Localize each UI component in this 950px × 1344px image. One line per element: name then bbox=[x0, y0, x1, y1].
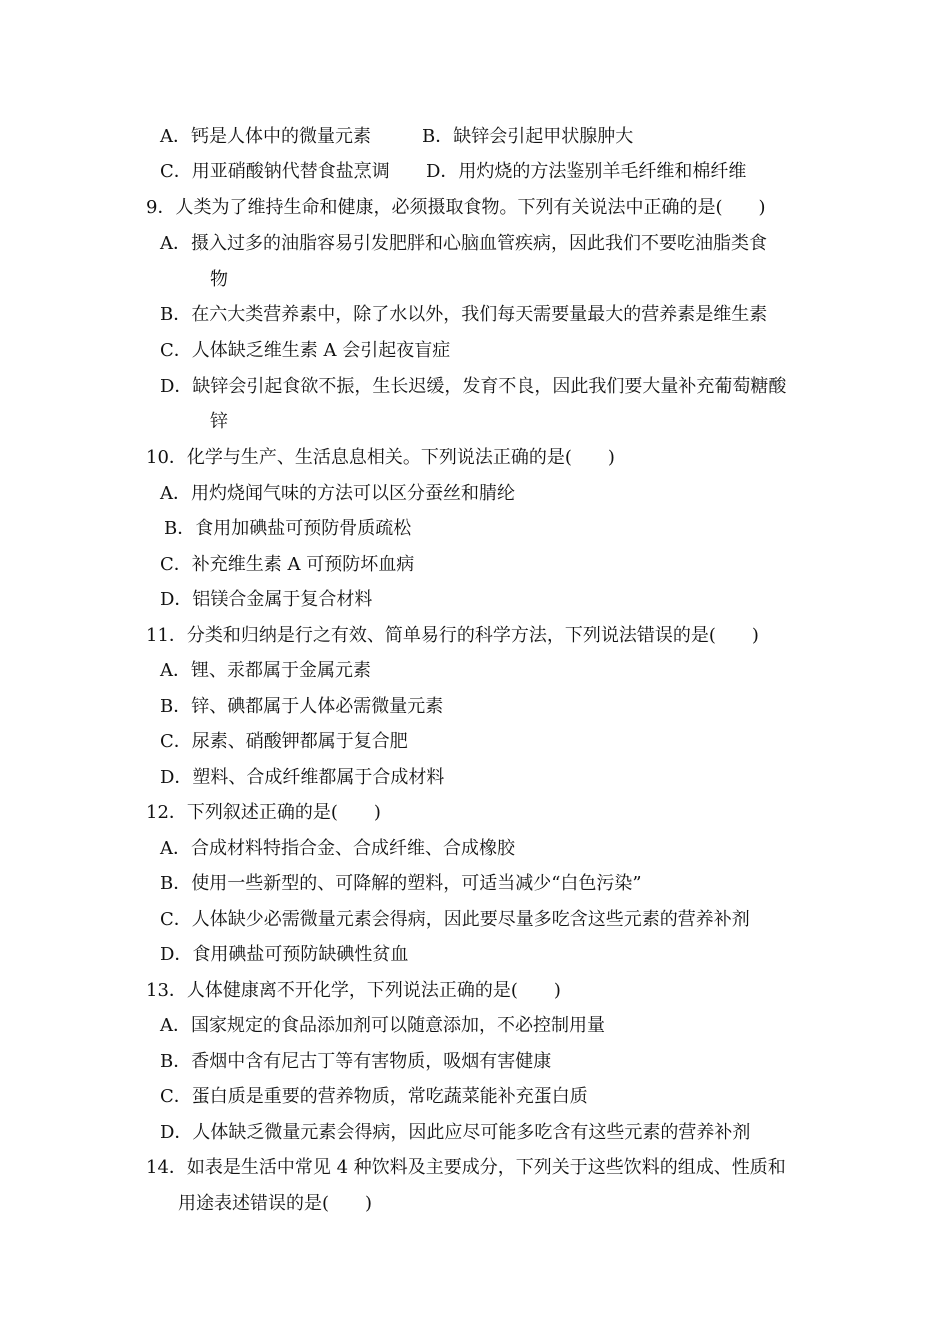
q9-stem: 9．人类为了维持生命和健康，必须摄取食物。下列有关说法中正确的是( ) bbox=[146, 197, 766, 218]
q11-stem: 11．分类和归纳是行之有效、简单易行的科学方法，下列说法错误的是( ) bbox=[146, 625, 759, 646]
q8-option-a: A．钙是人体中的微量元素 bbox=[160, 126, 371, 147]
q10-option-d: D．铝镁合金属于复合材料 bbox=[160, 589, 373, 610]
q13-option-b: B．香烟中含有尼古丁等有害物质，吸烟有害健康 bbox=[160, 1051, 552, 1072]
q10-stem: 10．化学与生产、生活息息相关。下列说法正确的是( ) bbox=[146, 447, 615, 468]
q8-options-row-1 bbox=[160, 125, 633, 149]
q11-option-a: A．锂、汞都属于金属元素 bbox=[160, 660, 371, 681]
q9-option-b: B．在六大类营养素中，除了水以外，我们每天需要量最大的营养素是维生素 bbox=[160, 304, 768, 325]
q14-stem-cont: 用途表述错误的是( ) bbox=[178, 1193, 373, 1214]
q14-stem: 14．如表是生活中常见 4 种饮料及主要成分，下列关于这些饮料的组成、性质和 bbox=[146, 1157, 786, 1178]
q12-option-c: C．人体缺少必需微量元素会得病，因此要尽量多吃含这些元素的营养补剂 bbox=[160, 909, 750, 930]
q8-option-b: B．缺锌会引起甲状腺肿大 bbox=[422, 126, 634, 147]
q13-option-d: D．人体缺乏微量元素会得病，因此应尽可能多吃含有这些元素的营养补剂 bbox=[160, 1122, 751, 1143]
q9-option-d-cont: 锌 bbox=[210, 411, 228, 432]
q10-option-b: B．食用加碘盐可预防骨质疏松 bbox=[164, 518, 412, 539]
q12-option-b: B．使用一些新型的、可降解的塑料，可适当减少“白色污染” bbox=[160, 873, 642, 894]
q13-option-c: C．蛋白质是重要的营养物质，常吃蔬菜能补充蛋白质 bbox=[160, 1086, 588, 1107]
q12-option-d: D．食用碘盐可预防缺碘性贫血 bbox=[160, 944, 409, 965]
q9-option-d: D．缺锌会引起食欲不振，生长迟缓，发育不良，因此我们要大量补充葡萄糖酸 bbox=[160, 376, 787, 397]
q12-option-a: A．合成材料特指合金、合成纤维、合成橡胶 bbox=[160, 838, 515, 859]
q9-option-a-cont: 物 bbox=[210, 269, 228, 290]
q13-option-a: A．国家规定的食品添加剂可以随意添加，不必控制用量 bbox=[160, 1015, 605, 1036]
q8-option-c: C．用亚硝酸钠代替食盐烹调 bbox=[160, 161, 390, 182]
q8-option-d: D．用灼烧的方法鉴别羊毛纤维和棉纤维 bbox=[426, 161, 747, 182]
q11-option-d: D．塑料、合成纤维都属于合成材料 bbox=[160, 767, 445, 788]
q13-stem: 13．人体健康离不开化学，下列说法正确的是( ) bbox=[146, 980, 561, 1001]
q9-option-c: C．人体缺乏维生素 A 会引起夜盲症 bbox=[160, 340, 451, 361]
q8-options-row-2 bbox=[160, 160, 746, 184]
q10-option-c: C．补充维生素 A 可预防坏血病 bbox=[160, 554, 415, 575]
q11-option-b: B．锌、碘都属于人体必需微量元素 bbox=[160, 696, 444, 717]
q9-option-a: A．摄入过多的油脂容易引发肥胖和心脑血管疾病，因此我们不要吃油脂类食 bbox=[160, 233, 767, 254]
q12-stem: 12．下列叙述正确的是( ) bbox=[146, 802, 381, 823]
q11-option-c: C．尿素、硝酸钾都属于复合肥 bbox=[160, 731, 408, 752]
q10-option-a: A．用灼烧闻气味的方法可以区分蚕丝和腈纶 bbox=[160, 483, 515, 504]
